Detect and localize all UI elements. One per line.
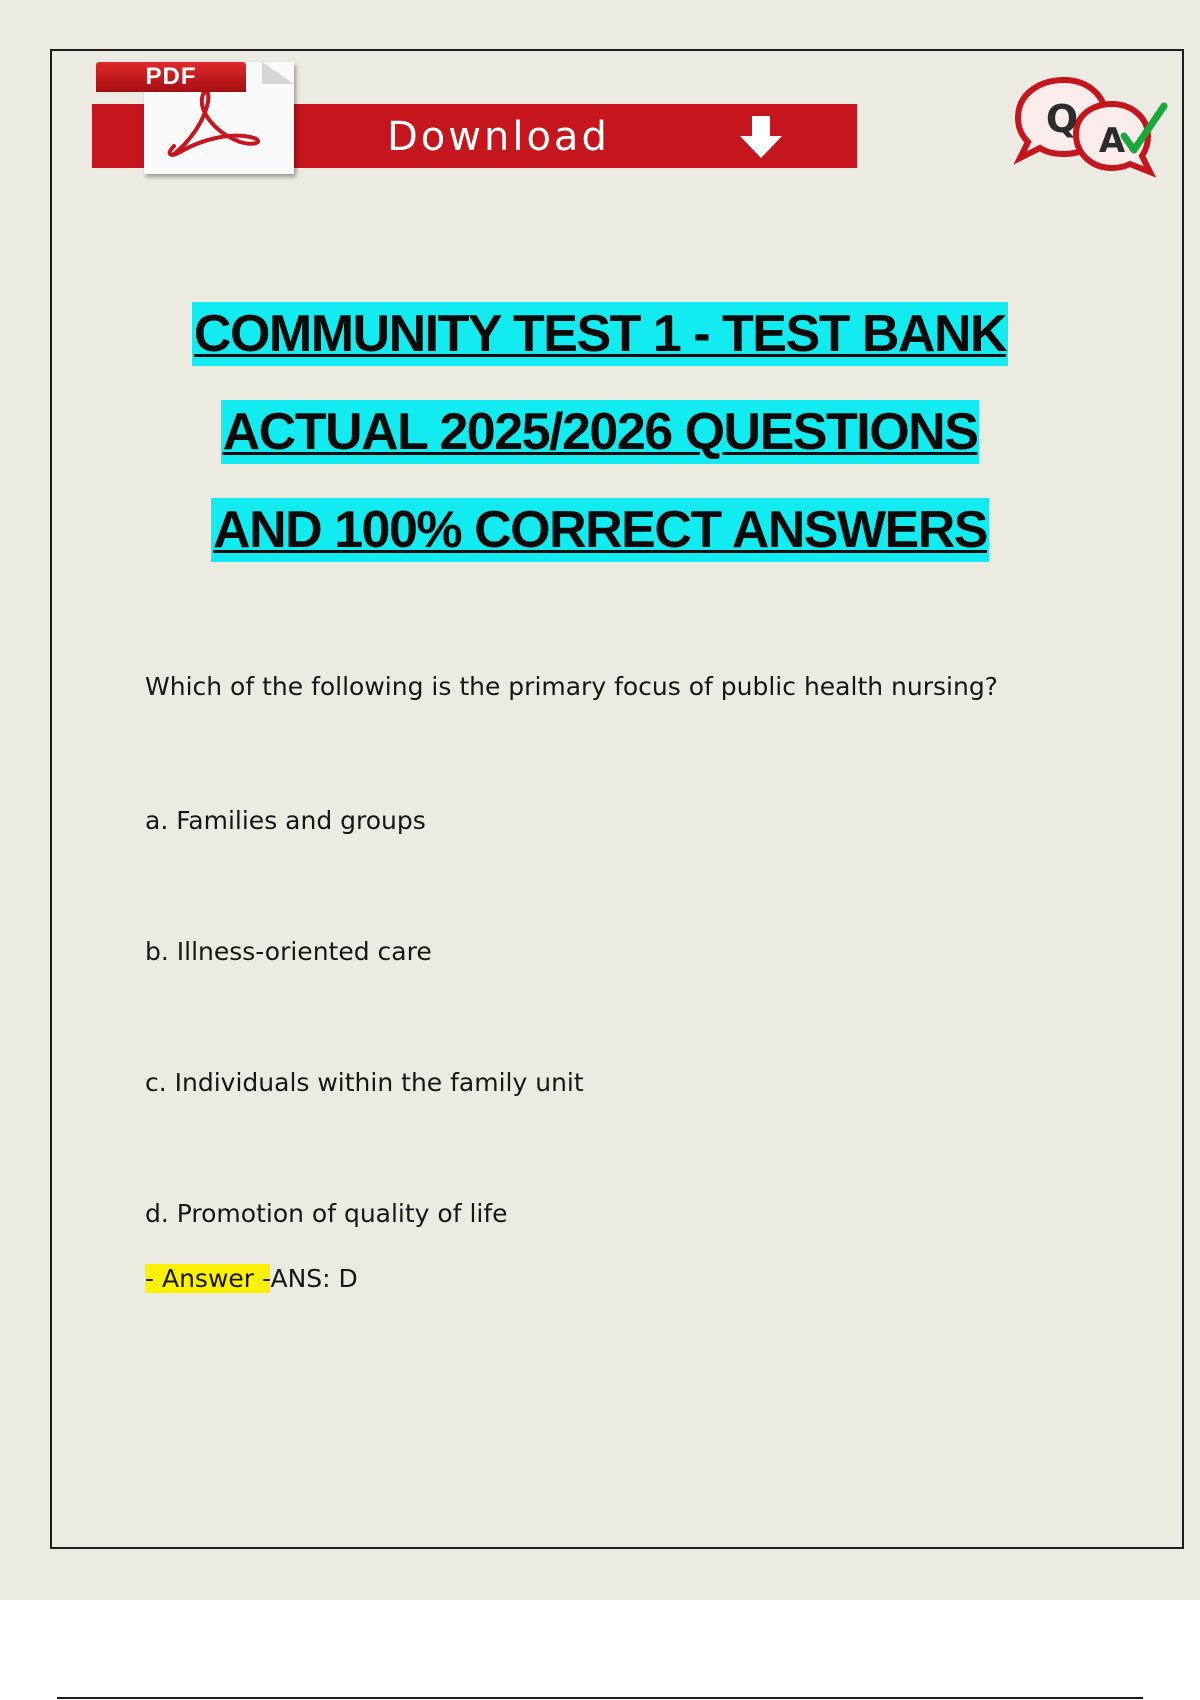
download-arrow-icon[interactable] [736,116,786,160]
qa-q-letter: Q [1045,97,1079,141]
title-line-3 [0,498,1200,562]
title-line-2 [0,400,1200,464]
answer-value: ANS: D [270,1264,358,1293]
pdf-download-banner[interactable] [92,60,862,180]
title-line-2-text: ACTUAL 2025/2026 QUESTIONS [221,400,980,464]
title-line-1-text: COMMUNITY TEST 1 - TEST BANK [192,302,1008,366]
option-c: c. Individuals within the family unit [145,1068,584,1097]
title-line-3-text: AND 100% CORRECT ANSWERS [211,498,989,562]
answer-prefix: - Answer - [145,1264,271,1293]
option-d: d. Promotion of quality of life [145,1199,508,1228]
download-label[interactable]: Download [387,114,610,160]
footer-divider [57,1697,1143,1699]
qa-a-letter: A [1098,121,1126,161]
option-a: a. Families and groups [145,806,426,835]
title-line-1 [0,302,1200,366]
qa-checkmark-icon [1006,76,1168,178]
question-text: Which of the following is the primary focus of public health nursing? [145,672,998,701]
page-border [50,49,1184,1549]
option-b: b. Illness-oriented care [145,937,432,966]
answer-line [145,1264,358,1293]
pdf-label: PDF [96,62,246,92]
